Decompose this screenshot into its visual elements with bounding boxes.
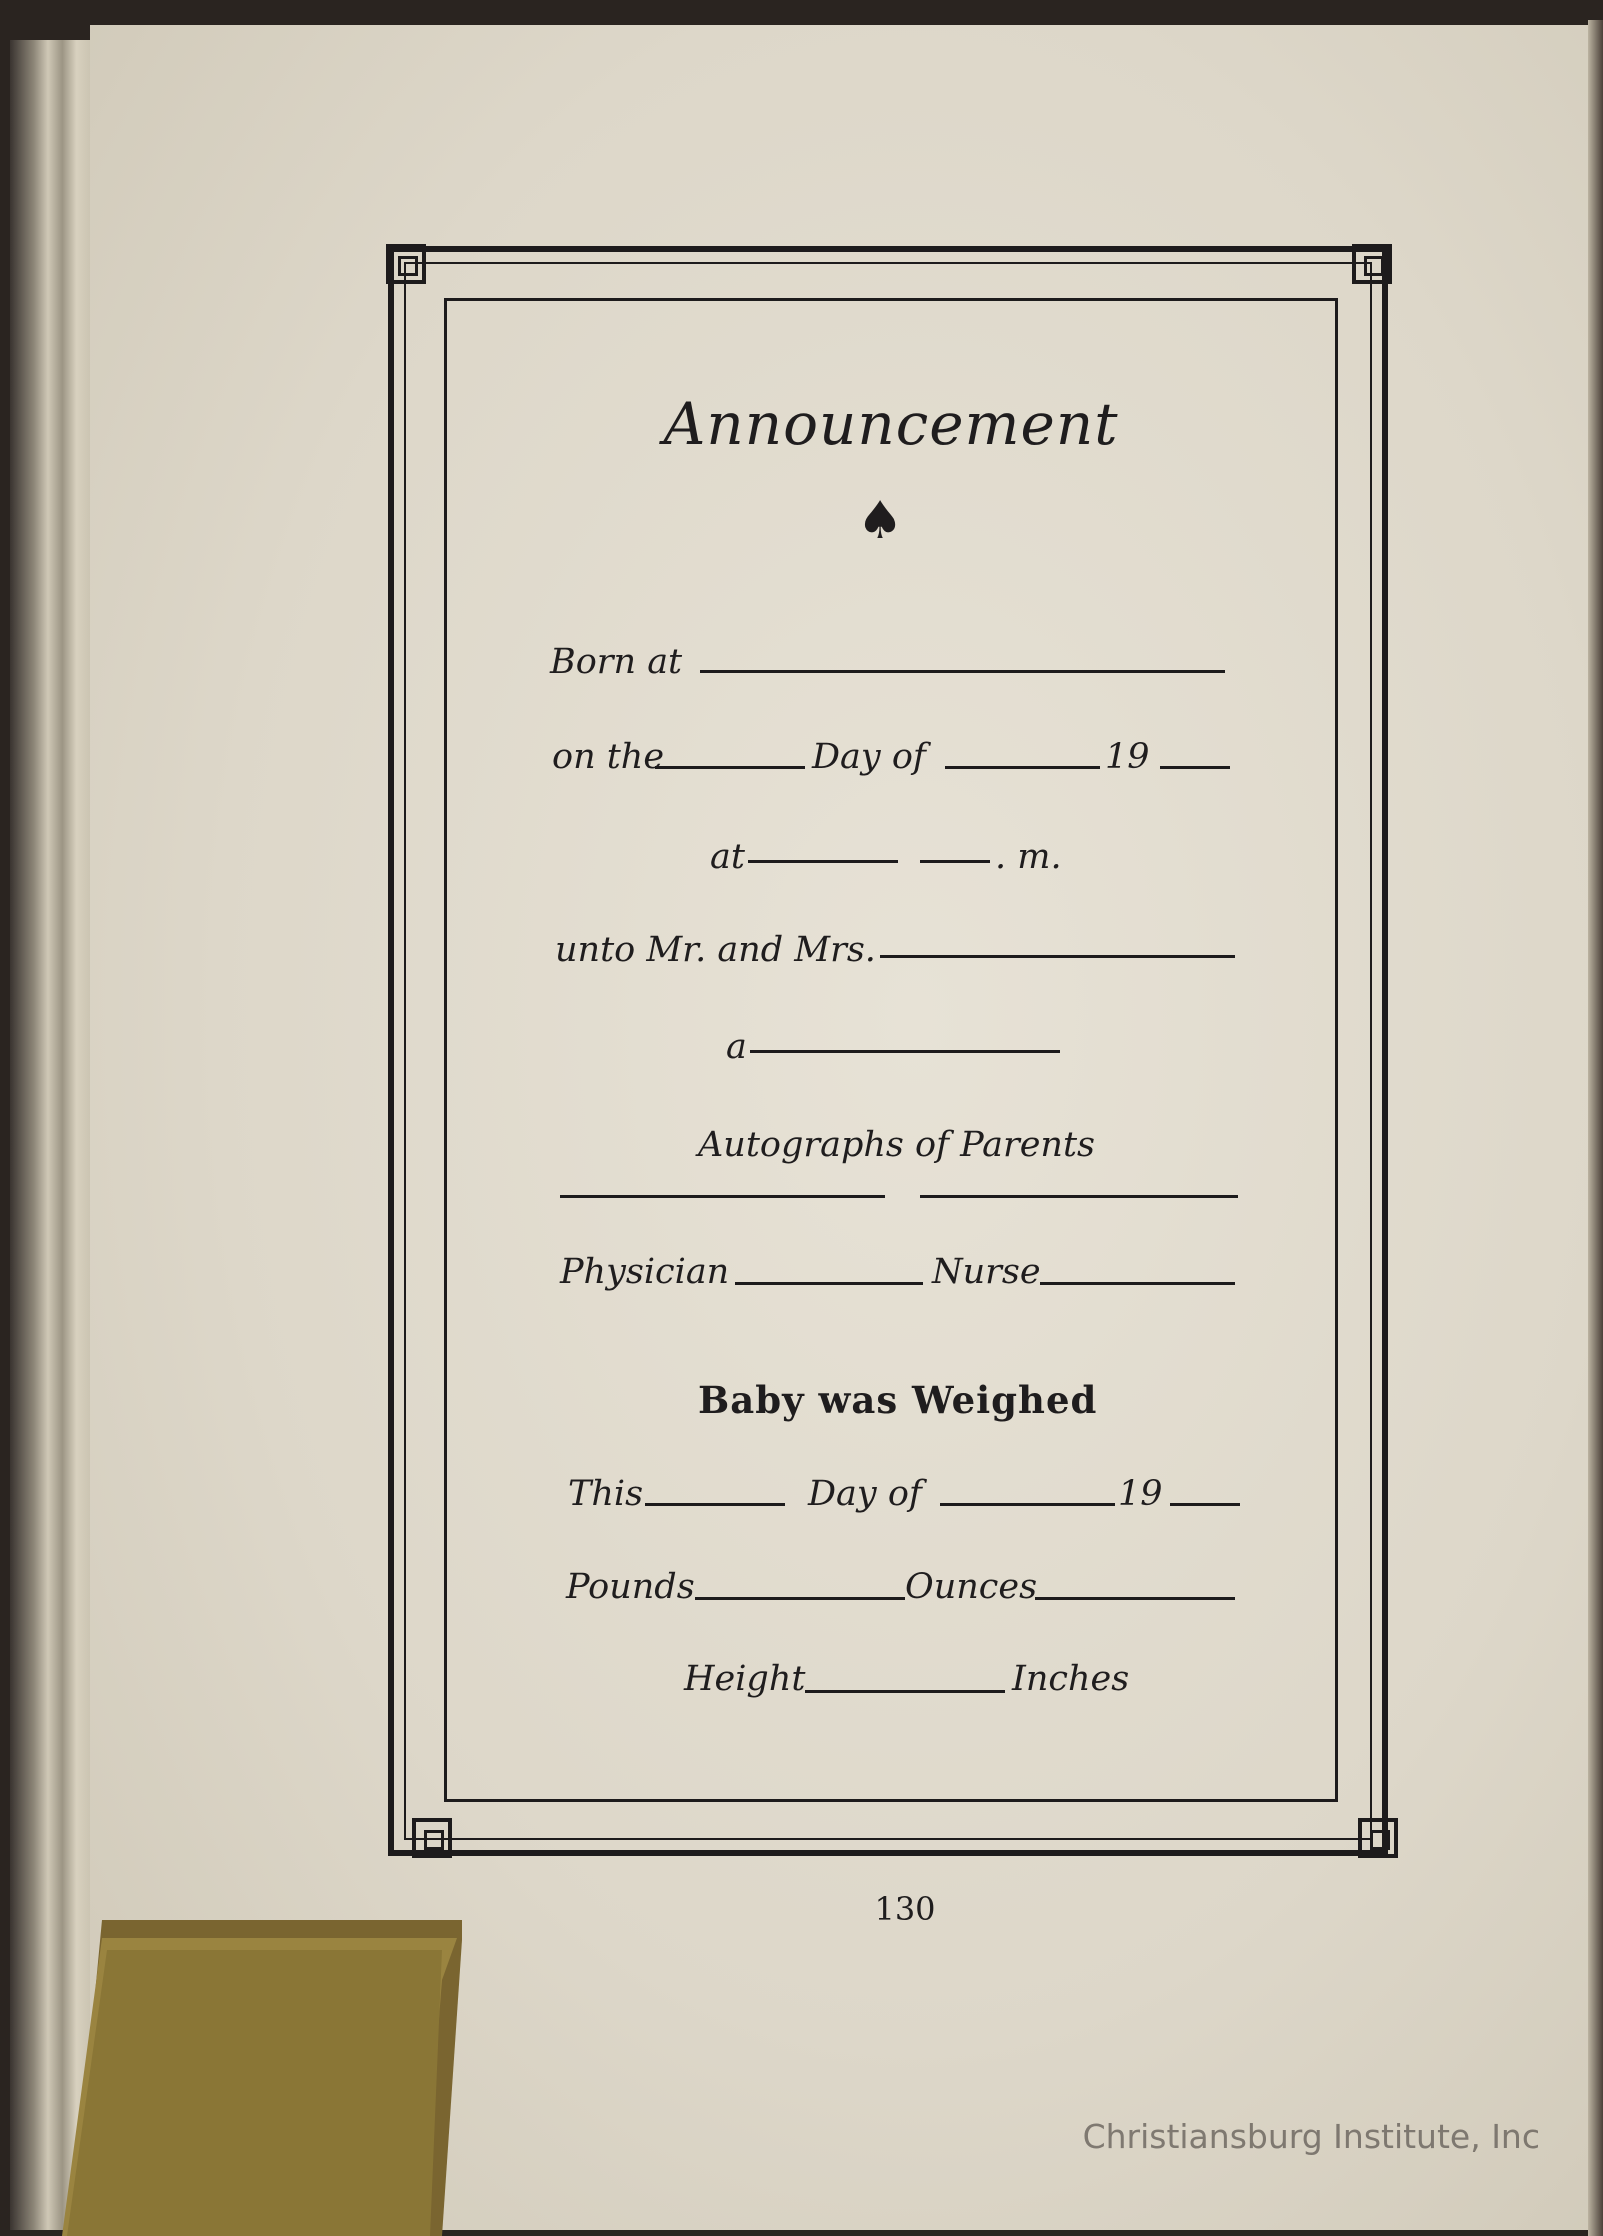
autographs-label: Autographs of Parents (698, 1125, 1095, 1165)
day-of-label: Day of (812, 737, 926, 777)
born-at-label: Born at (550, 642, 683, 682)
this-label: This (568, 1474, 644, 1514)
weigh-day-blank[interactable] (645, 1503, 785, 1506)
mother-signature-blank[interactable] (920, 1195, 1238, 1198)
corner-ornament-icon (386, 244, 426, 284)
hour-blank[interactable] (748, 860, 898, 863)
physician-blank[interactable] (735, 1282, 923, 1285)
a-label: a (726, 1027, 747, 1067)
weigh-year-prefix: 19 (1118, 1474, 1163, 1514)
spade-icon: ♠ (856, 491, 904, 551)
weigh-month-blank[interactable] (940, 1503, 1115, 1506)
on-the-label: on the (552, 737, 665, 777)
watermark: Christiansburg Institute, Inc (1082, 2117, 1540, 2156)
bookmark-ribbon (62, 1920, 462, 2236)
pounds-label: Pounds (566, 1567, 695, 1607)
height-blank[interactable] (805, 1690, 1005, 1693)
gender-blank[interactable] (750, 1050, 1060, 1053)
corner-ornament-icon (1358, 1818, 1398, 1858)
inches-label: Inches (1012, 1659, 1130, 1699)
at-label: at (710, 837, 745, 877)
weigh-year-blank[interactable] (1170, 1503, 1240, 1506)
year-prefix: 19 (1105, 737, 1150, 777)
page-number: 130 (874, 1890, 936, 1928)
unto-label: unto Mr. and Mrs. (555, 930, 876, 970)
am-pm-label: . m. (995, 837, 1062, 877)
corner-ornament-icon (412, 1818, 452, 1858)
father-signature-blank[interactable] (560, 1195, 885, 1198)
ounces-label: Ounces (905, 1567, 1038, 1607)
meridiem-blank[interactable] (920, 860, 990, 863)
corner-ornament-icon (1352, 244, 1392, 284)
nurse-blank[interactable] (1040, 1282, 1235, 1285)
ounces-blank[interactable] (1035, 1597, 1235, 1600)
born-at-blank[interactable] (700, 670, 1225, 673)
month-blank[interactable] (945, 766, 1100, 769)
weighed-heading: Baby was Weighed (698, 1378, 1098, 1422)
day-blank[interactable] (655, 766, 805, 769)
page-binding-edge (1588, 20, 1603, 2236)
physician-label: Physician (560, 1252, 730, 1292)
form-title: Announcement (663, 390, 1119, 458)
parents-name-blank[interactable] (880, 955, 1235, 958)
pounds-blank[interactable] (695, 1597, 905, 1600)
year-blank[interactable] (1160, 766, 1230, 769)
height-label: Height (684, 1659, 806, 1699)
weigh-day-of-label: Day of (808, 1474, 922, 1514)
nurse-label: Nurse (932, 1252, 1041, 1292)
